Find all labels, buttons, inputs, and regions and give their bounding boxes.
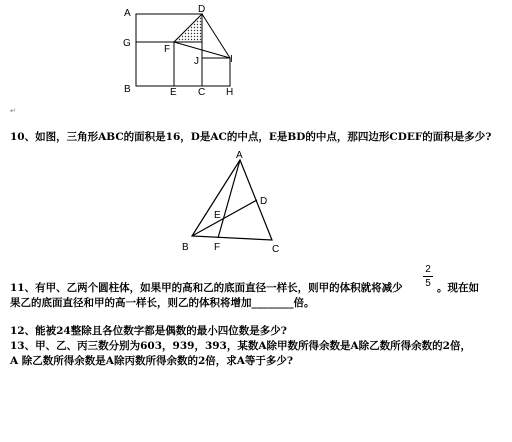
label-a2: A [236, 150, 243, 161]
segment-bd [192, 200, 257, 236]
label-b2: B [182, 242, 189, 253]
label-j: J [194, 56, 199, 67]
fraction-denominator: 5 [425, 278, 431, 289]
square-ich [202, 58, 230, 86]
question-13-line1: 13、甲、乙、丙三数分别为603，939，393，某数A除甲数所得余数是A除乙数所得余数的2倍， [10, 340, 471, 352]
question-11-line2: 果乙的底面直径和甲的高一样长，则乙的体积将增加________倍。 [10, 297, 315, 309]
figure-rectangles [118, 2, 248, 97]
segment-af [218, 160, 240, 238]
shaded-triangle [174, 14, 202, 42]
label-b: B [124, 84, 131, 95]
question-10: 10、如图，三角形ABC的面积是16，D是AC的中点，E是BD的中点，那四边形CDEF的面积是多少? [10, 131, 492, 143]
question-11-line1: 11、有甲、乙两个圆柱体，如果甲的高和乙的底面直径一样长，则甲的体积就将减少 [10, 282, 403, 294]
label-c2: C [272, 244, 280, 255]
question-11-line1-end: 。现在如 [437, 282, 479, 294]
figure-triangle [180, 148, 285, 258]
fraction-two-fifths [423, 264, 433, 289]
label-f2: F [214, 242, 221, 253]
label-c: C [198, 87, 206, 98]
label-a: A [124, 8, 131, 19]
label-d: D [198, 4, 206, 15]
label-h: H [226, 87, 234, 98]
label-d2: D [260, 196, 268, 207]
label-e: E [170, 87, 177, 98]
paragraph-mark: ↵ [10, 108, 16, 115]
label-g: G [123, 38, 131, 49]
question-13-line2: A 除乙数所得余数是A除丙数所得余数的2倍，求A等于多少? [10, 355, 294, 367]
fraction-numerator: 2 [425, 264, 431, 275]
question-12: 12、能被24整除且各位数字都是偶数的最小四位数是多少? [10, 325, 287, 337]
label-i: I [230, 54, 233, 65]
label-f: F [164, 44, 171, 55]
label-e2: E [214, 210, 221, 221]
